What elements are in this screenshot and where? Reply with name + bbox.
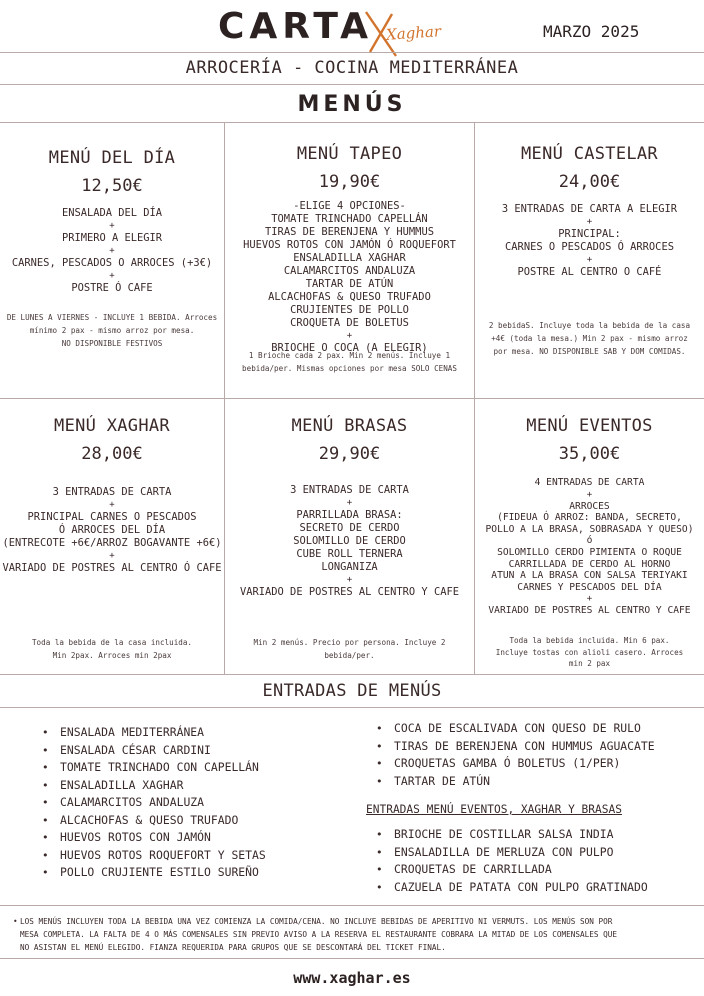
text-line: PRINCIPAL CARNES O PESCADOS: [27, 511, 197, 523]
text-line: NO DISPONIBLE FESTIVOS: [61, 339, 163, 348]
list-item: • CROQUETAS GAMBA Ó BOLETUS (1/PER): [374, 755, 655, 773]
menu-card-eventos: [475, 416, 704, 670]
plus-separator: +: [346, 575, 353, 585]
menu-items: [475, 477, 704, 617]
text-line: SOLOMILLO CERDO PIMIENTA O ROQUE: [497, 546, 682, 558]
rule-grid-bottom: [0, 674, 704, 675]
rule-grid-middle: [0, 398, 704, 399]
text-line: Toda la bebida incluida. Min 6 pax.: [509, 636, 670, 645]
menu-note: [0, 311, 224, 350]
text-line: ARROCES: [569, 500, 610, 512]
text-line: NO ASISTAN EL MENÚ ELEGIDO. FIANZA REQUERIDA PARA GRUPOS QUE SE DESCONTARÁ DEL TICKET FINAL.: [20, 943, 446, 952]
text-line: TIRAS DE BERENJENA Y HUMMUS: [265, 226, 434, 238]
list-item: • ENSALADA CÉSAR CARDINI: [40, 742, 266, 760]
menus-title: MENÚS: [297, 92, 407, 117]
list-item: • ENSALADILLA XAGHAR: [40, 777, 266, 795]
text-line: (FIDEUA Ó ARROZ: BANDA, SECRETO,: [497, 512, 682, 524]
text-line: TOMATE TRINCHADO CAPELLÁN: [271, 213, 428, 225]
text-line: -ELIGE 4 OPCIONES-: [293, 200, 406, 212]
list-item: • TIRAS DE BERENJENA CON HUMMUS AGUACATE: [374, 738, 655, 756]
text-line: +4€ (toda la mesa.) Min 2 pax - mismo arroz: [491, 334, 688, 343]
plus-separator: +: [109, 221, 115, 231]
menu-card-brasas: [225, 416, 474, 668]
text-line: VARIADO DE POSTRES AL CENTRO Y CAFE: [488, 605, 691, 617]
entradas-list-right: [374, 720, 655, 790]
list-item: • ENSALADA MEDITERRÁNEA: [40, 724, 266, 742]
rule-top: [0, 52, 704, 53]
text-line: ó: [586, 535, 593, 547]
text-line: POLLO A LA BRASA, SOBRASADA Y QUESO): [485, 523, 694, 535]
rule-bottom: [0, 958, 704, 959]
plus-separator: +: [586, 489, 593, 500]
text-line: CALAMARCITOS ANDALUZA: [283, 265, 416, 277]
entradas-list-left: [40, 724, 266, 882]
text-line: Toda la bebida de la casa incluida.: [31, 638, 192, 647]
rule-footnote: [0, 905, 704, 906]
text-line: min 2 pax: [568, 659, 611, 668]
text-line: PRINCIPAL:: [558, 228, 621, 240]
list-item: • HUEVOS ROTOS CON JAMÓN: [40, 829, 266, 847]
text-line: SECRETO DE CERDO: [299, 522, 400, 534]
entradas-title: ENTRADAS DE MENÚS: [262, 681, 442, 701]
text-line: SOLOMILLO DE CERDO: [293, 535, 406, 547]
rule-entradas: [0, 707, 704, 708]
text-line: CARNES Y PESCADOS DEL DÍA: [517, 581, 662, 593]
text-line: 4 ENTRADAS DE CARTA: [534, 477, 645, 488]
text-line: VARIADO DE POSTRES AL CENTRO Ó CAFE: [2, 562, 222, 574]
list-item: • TOMATE TRINCHADO CON CAPELLÁN: [40, 759, 266, 777]
menu-price: 29,90€: [318, 444, 381, 464]
entradas-list-extra: [374, 826, 648, 896]
plus-separator: +: [109, 551, 115, 561]
text-line: MESA COMPLETA. LA FALTA DE 4 O MÁS COMENSALES SIN PREVIO AVISO A LA RESERVA EL RESTAURANTE COBRARA LA MITAD DE LOS COMENSALES QUE: [20, 930, 618, 939]
menu-card-castelar: [475, 144, 704, 394]
footnote-bullet: •: [13, 917, 18, 926]
text-line: CARNES O PESCADOS Ó ARROCES: [505, 241, 674, 253]
menu-card-tapeo: [225, 144, 474, 394]
menu-name: MENÚ XAGHAR: [54, 416, 170, 436]
text-line: HUEVOS ROTOS CON JAMÓN Ó ROQUEFORT: [243, 239, 456, 251]
list-item: • ENSALADILLA DE MERLUZA CON PULPO: [374, 844, 648, 862]
text-line: TARTAR DE ATÚN: [305, 278, 394, 290]
text-line: 1 Brioche cada 2 pax. Min 2 menús. Incluye 1: [248, 351, 451, 360]
text-line: CUBE ROLL TERNERA: [296, 548, 403, 560]
list-item: • COCA DE ESCALIVADA CON QUESO DE RULO: [374, 720, 655, 738]
plus-separator: +: [346, 331, 353, 341]
plus-separator: +: [346, 498, 353, 508]
text-line: CARRILLADA DE CERDO AL HORNO: [508, 558, 671, 570]
text-line: VARIADO DE POSTRES AL CENTRO Y CAFE: [240, 586, 459, 598]
text-line: CROQUETA DE BOLETUS: [290, 317, 409, 329]
menu-card-xaghar: [0, 416, 224, 668]
list-item: • HUEVOS ROTOS ROQUEFORT Y SETAS: [40, 847, 266, 865]
plus-separator: +: [586, 255, 593, 265]
plus-separator: +: [586, 594, 593, 605]
list-item: • BRIOCHE DE COSTILLAR SALSA INDIA: [374, 826, 648, 844]
menu-price: 28,00€: [81, 444, 143, 464]
logo-text: CARTA: [218, 6, 374, 47]
text-line: PARRILLADA BRASA:: [296, 509, 403, 521]
website-link[interactable]: www.xaghar.es: [293, 969, 411, 987]
rule-menus: [0, 122, 704, 123]
footnote: [13, 915, 690, 954]
text-line: POSTRE Ó CAFE: [71, 282, 153, 294]
text-line: PRIMERO A ELEGIR: [61, 232, 163, 244]
text-line: ENSALADA DEL DÍA: [61, 207, 163, 219]
plus-separator: +: [109, 500, 115, 510]
footnote-lines: [20, 915, 690, 954]
menu-card-del-dia: [0, 148, 224, 393]
menu-note: [475, 635, 704, 670]
text-line: 3 ENTRADAS DE CARTA: [52, 486, 172, 498]
text-line: DE LUNES A VIERNES - INCLUYE 1 BEBIDA. Arroces: [6, 313, 218, 322]
list-item: • CALAMARCITOS ANDALUZA: [40, 794, 266, 812]
list-item: • CAZUELA DE PATATA CON PULPO GRATINADO: [374, 879, 648, 897]
entradas-subheading: ENTRADAS MENÚ EVENTOS, XAGHAR Y BRASAS: [366, 803, 622, 816]
menu-name: MENÚ DEL DÍA: [48, 148, 176, 168]
text-line: 3 ENTRADAS DE CARTA A ELEGIR: [501, 203, 678, 215]
menu-price: 12,50€: [81, 176, 143, 196]
menu-note: [225, 349, 474, 375]
text-line: LOS MENÚS INCLUYEN TODA LA BEBIDA UNA VEZ COMIENZA LA COMIDA/CENA. NO INCLUYE BEBIDAS DE APERITIVO NI VERMUTS. LOS MENÚS SON POR: [20, 917, 613, 926]
subtitle: ARROCERÍA - COCINA MEDITERRÁNEA: [185, 58, 519, 78]
menu-note: [0, 636, 224, 662]
text-line: 2 bebidaS. Incluye toda la bebida de la casa: [488, 321, 691, 330]
text-line: bebida/per. Mismas opciones por mesa SOLO CENAS: [242, 364, 457, 373]
menu-note: [225, 636, 474, 662]
text-line: Min 2pax. Arroces min 2pax: [52, 651, 172, 660]
text-line: CARNES, PESCADOS O ARROCES (+3€): [11, 257, 213, 269]
plus-separator: +: [586, 217, 593, 227]
list-item: • CROQUETAS DE CARRILLADA: [374, 861, 648, 879]
menu-items: [225, 200, 474, 355]
logo-script: Xaghar: [385, 22, 442, 44]
text-line: Min 2 menús. Precio por persona. Incluye 2: [253, 638, 446, 647]
menu-items: [0, 207, 224, 295]
text-line: bebida/per.: [324, 651, 375, 660]
text-line: POSTRE AL CENTRO O CAFÉ: [517, 266, 662, 278]
list-item: • POLLO CRUJIENTE ESTILO SUREÑO: [40, 864, 266, 882]
menu-items: [475, 203, 704, 279]
text-line: ENSALADILLA XAGHAR: [293, 252, 406, 264]
text-line: CRUJIENTES DE POLLO: [290, 304, 409, 316]
text-line: BRIOCHE O COCA (A ELEGIR): [271, 342, 428, 354]
text-line: Ó ARROCES DEL DÍA: [58, 524, 166, 536]
menu-name: MENÚ BRASAS: [291, 416, 408, 436]
plus-separator: +: [109, 271, 115, 281]
text-line: mínimo 2 pax - mismo arroz por mesa.: [29, 326, 195, 335]
rule-subtitle: [0, 84, 704, 85]
text-line: LONGANIZA: [321, 561, 378, 573]
menu-name: MENÚ EVENTOS: [526, 416, 653, 436]
text-line: por mesa. NO DISPONIBLE SAB Y DOM COMIDAS.: [493, 347, 686, 356]
menu-items: [225, 484, 474, 599]
text-line: ATUN A LA BRASA CON SALSA TERIYAKI: [491, 570, 688, 582]
list-item: • ALCACHOFAS & QUESO TRUFADO: [40, 812, 266, 830]
list-item: • TARTAR DE ATÚN: [374, 773, 655, 791]
text-line: 3 ENTRADAS DE CARTA: [290, 484, 409, 496]
menu-note: [475, 319, 704, 358]
menu-price: 24,00€: [558, 172, 621, 192]
menu-price: 19,90€: [318, 172, 381, 192]
menu-items: [0, 486, 224, 575]
plus-separator: +: [109, 246, 115, 256]
text-line: (ENTRECOTE +6€/ARROZ BOGAVANTE +6€): [2, 537, 222, 549]
text-line: Incluye tostas con alioli casero. Arroces: [495, 647, 684, 657]
menu-name: MENÚ CASTELAR: [521, 144, 658, 164]
text-line: ALCACHOFAS & QUESO TRUFADO: [268, 291, 431, 303]
menu-price: 35,00€: [558, 444, 621, 464]
menu-name: MENÚ TAPEO: [296, 144, 403, 164]
menu-date: MARZO 2025: [543, 22, 640, 41]
